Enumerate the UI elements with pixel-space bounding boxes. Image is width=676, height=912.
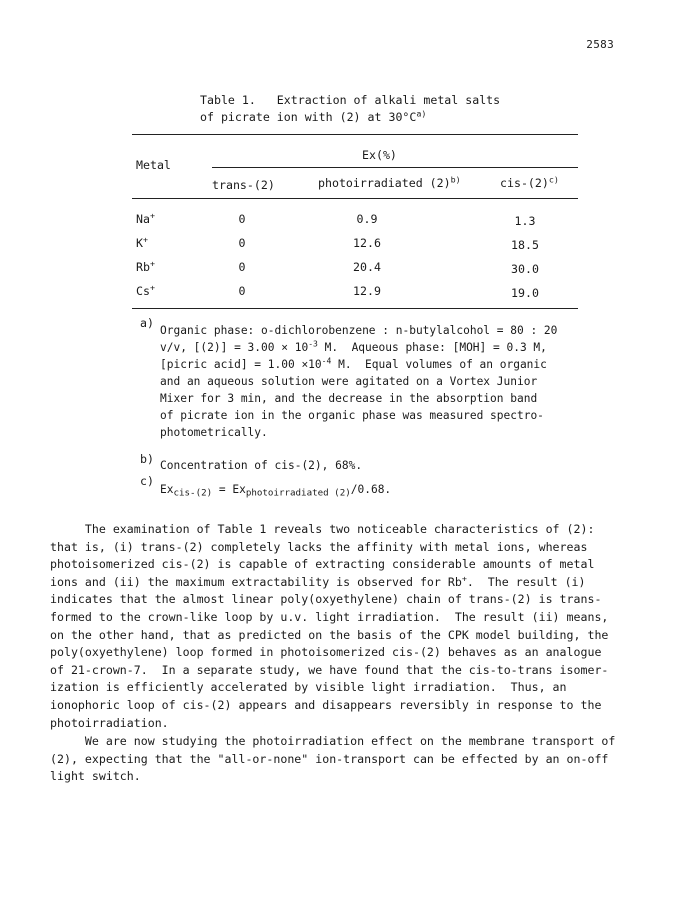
footnote-b-text: Concentration of cis-(2), 68%. xyxy=(160,459,363,472)
footnote-b-marker: b) xyxy=(140,452,154,466)
footnote-c-marker: c) xyxy=(140,474,154,488)
caption-line-1: Table 1. Extraction of alkali metal salts xyxy=(200,93,501,107)
photo-cell: 20.4 xyxy=(353,260,381,274)
column-header-photoirradiated: photoirradiated $(2)^{b)}$ xyxy=(318,174,461,190)
cis-cell: 18.5 xyxy=(511,238,539,252)
photo-cell: 0.9 xyxy=(356,212,378,226)
trans-cell: 0 xyxy=(238,260,246,274)
page-number: 2583 xyxy=(586,38,614,51)
column-header-ex: Ex(%) xyxy=(362,148,397,162)
metal-cell: K+ xyxy=(136,234,149,250)
footnote-a-text: Organic phase: o-dichlorobenzene : n-butylalcohol = 80 : 20 v/v, $[(2)] = 3.00 \times 10^{-3}$ M. Aqueous phase: [MOH] = 0.3 M, [picric acid] = $1.00 \times 10^{-4}$ M. Equal volumes of an organic and an aqueous solution were agitated on a Vortex Junior Mixer for 3 min, and the decrease in the absorption band of picrate ion in the organic phase was measured spectro- photometrically. xyxy=(160,324,558,439)
footnote-c-text: $Ex_{cis-(2)} = Ex_{photoirradiated (2)}/0.68$. xyxy=(160,483,392,499)
trans-cell: 0 xyxy=(238,236,246,250)
column-header-trans: trans-(2) xyxy=(212,178,275,192)
body-paragraph-2: We are now studying the photoirradiation effect on the membrane transport of (2), expecting that the "all-or-none" ion-transport can be effected by an on-off light switch. xyxy=(50,734,616,784)
table-ex-rule xyxy=(212,167,578,168)
photo-cell: 12.9 xyxy=(353,284,381,298)
metal-cell: Cs+ xyxy=(136,282,155,298)
trans-cell: 0 xyxy=(238,284,246,298)
cis-cell: 1.3 xyxy=(514,214,536,228)
metal-cell: Rb+ xyxy=(136,258,155,274)
photo-footnote-marker: b) xyxy=(450,174,461,185)
column-header-metal: Metal xyxy=(136,158,171,172)
caption-footnote-marker: a) xyxy=(416,108,427,119)
cis-footnote-marker: c) xyxy=(548,174,559,185)
body-paragraph-1: The examination of Table 1 reveals two noticeable characteristics of (2): that is, (i) trans-(2) completely lacks the affinity with metal ions, whereas photoisomerized cis-(2) is capable of extracting considerable amounts of metal ions and (ii) the maximum extractability is observed for Rb+. The result (i) indicates that the almost linear poly(oxyethylene) chain of trans-(2) is trans- formed to the crown-like loop by u.v. light irradiation. The result (ii) means, on the other hand, that as predicted on the basis of the CPK model building, the poly(oxyethylene) loop formed in photoisomerized cis-(2) behaves as an analogue of 21-crown-7. In a separate study, we have found that the cis-to-trans isomer- ization is efficiently accelerated by visible light irradiation. Thus, an ionophoric loop of cis-(2) appears and disappears reversibly in response to the photoirradiation. xyxy=(50,522,609,730)
caption-line-2: of picrate ion with (2) at 30°C xyxy=(200,110,417,124)
footnote-a-marker: a) xyxy=(140,316,154,330)
photo-cell: 12.6 xyxy=(353,236,381,250)
table-header-rule xyxy=(132,198,578,199)
table-caption xyxy=(200,92,500,126)
cis-cell: 30.0 xyxy=(511,262,539,276)
table-top-rule xyxy=(132,134,578,135)
metal-cell: Na+ xyxy=(136,210,155,226)
trans-cell: 0 xyxy=(238,212,246,226)
column-header-cis: cis-$(2)^{c)}$ xyxy=(500,174,559,190)
cis-cell: 19.0 xyxy=(511,286,539,300)
table-bottom-rule xyxy=(132,308,578,309)
